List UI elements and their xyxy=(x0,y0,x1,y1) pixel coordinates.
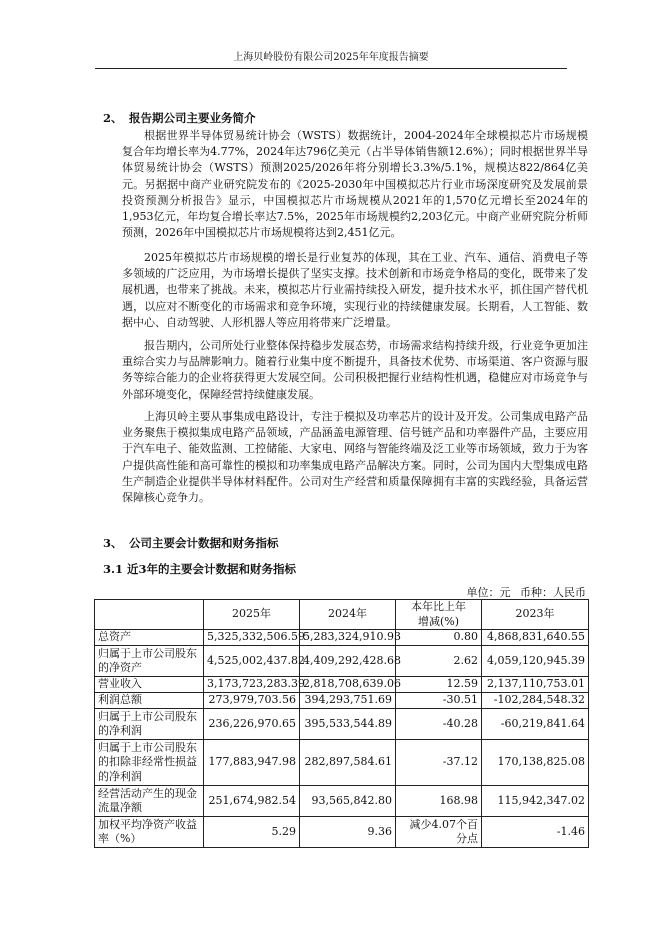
section-3-title: 公司主要会计数据和财务指标 xyxy=(129,536,279,550)
cell-change: -40.28 xyxy=(396,709,482,740)
section-3-number: 3、 xyxy=(103,536,123,550)
cell-2023: -60,219,841.64 xyxy=(482,709,589,740)
row-label: 归属于上市公司股东的扣除非经常性损益的净利润 xyxy=(95,740,204,786)
cell-2023: -102,284,548.32 xyxy=(482,693,589,709)
cell-2025: 5,325,332,506.59 xyxy=(204,630,300,646)
cell-change: 2.62 xyxy=(396,646,482,677)
paragraph-market-data: 根据世界半导体贸易统计协会（WSTS）数据统计，2004-2024年全球模拟芯片市场规模复合年均增长率为4.77%，2024年达796亿美元（占半导体销售额12.6%）；同时根据世界半导体贸易统计协会（WSTS）预测2025/2026年将分别增长3.3%/5.1%，规模达822/864亿美元。另据据中商产业研究院发布的《2025-2030年中国模拟芯片行业市场深度研究及发展前景投资预测分析报告》显示，中国模拟芯片市场规模从2021年的1,570亿元增长至2024年的1,953亿元，年均复合增长率达7.5%，2025年市场规模约2,203亿元。中商产业研究院分析师预测，2026年中国模拟芯片市场规模将达到2,451亿元。 xyxy=(122,129,588,240)
page-header: 上海贝岭股份有限公司2025年年度报告摘要 xyxy=(95,48,567,69)
cell-2024: 9.36 xyxy=(300,817,396,848)
cell-2025: 251,674,982.54 xyxy=(204,786,300,817)
row-label: 加权平均净资产收益率（%） xyxy=(95,817,204,848)
cell-change: 减少4.07个百分点 xyxy=(396,817,482,848)
cell-2023: 115,942,347.02 xyxy=(482,786,589,817)
table-header-cell: 2023年 xyxy=(482,600,589,630)
cell-2023: 2,137,110,753.01 xyxy=(482,677,589,693)
paragraph-market-growth: 2025年模拟芯片市场规模的增长是行业复苏的体现，其在工业、汽车、通信、消费电子等多领域的广泛应用，为市场增长提供了坚实支撑。技术创新和市场竞争格局的变化，既带来了发展机遇，也带来了挑战。未来，模拟芯片行业需持续投入研发，提升技术水平，抓住国产替代机遇，以应对不断变化的市场需求和竞争环境，实现行业的持续健康发展。长期看，人工智能、数据中心、自动驾驶、人形机器人等应用将带来广泛增量。 xyxy=(122,251,588,329)
row-label: 营业收入 xyxy=(95,677,204,693)
table-row xyxy=(95,817,589,848)
table-row xyxy=(95,630,589,646)
cell-2025: 236,226,970.65 xyxy=(204,709,300,740)
table-row xyxy=(95,786,589,817)
cell-change: -37.12 xyxy=(396,740,482,786)
table-header-cell xyxy=(95,600,204,630)
row-label: 经营活动产生的现金流量净额 xyxy=(95,786,204,817)
cell-2025: 3,173,723,283.39 xyxy=(204,677,300,693)
table-row xyxy=(95,740,589,786)
table-header-cell: 本年比上年 增减(%) xyxy=(396,600,482,630)
table-row xyxy=(95,677,589,693)
unit-label: 单位：元 xyxy=(466,586,511,599)
cell-2025: 5.29 xyxy=(204,817,300,848)
cell-2023: -1.46 xyxy=(482,817,589,848)
cell-2024: 93,565,842.80 xyxy=(300,786,396,817)
cell-2025: 177,883,947.98 xyxy=(204,740,300,786)
paragraph-company-business: 上海贝岭主要从事集成电路设计，专注于模拟及功率芯片的设计及开发。公司集成电路产品业务聚焦于模拟集成电路产品领域，产品涵盖电源管理、信号链产品和功率器件产品，主要应用于汽车电子、能效监测、工控储能、大家电、网络与智能终端及泛工业等市场领域，致力于为客户提供高性能和高可靠性的模拟和功率集成电路产品解决方案。同时，公司为国内大型集成电路生产制造企业提供半导体材料配件。公司对生产经营和质量保障拥有丰富的实践经验，具备运营保障核心竞争力。 xyxy=(122,410,588,505)
financial-data-table xyxy=(94,599,589,848)
cell-2024: 4,409,292,428.68 xyxy=(300,646,396,677)
cell-change: 0.80 xyxy=(396,630,482,646)
paragraph-industry-status: 报告期内，公司所处行业整体保持稳步发展态势，市场需求结构持续升级，行业竞争更加注重综合实力与品牌影响力。随着行业集中度不断提升，具备技术优势、市场渠道、客户资源与服务等综合能力的企业将获得更大发展空间。公司积极把握行业结构性机遇，稳健应对市场竞争与外部环境变化，保障经营持续健康发展。 xyxy=(122,339,588,401)
cell-2023: 170,138,825.08 xyxy=(482,740,589,786)
cell-change: 12.59 xyxy=(396,677,482,693)
table-row xyxy=(95,646,589,677)
table-row xyxy=(95,709,589,740)
cell-2024: 5,283,324,910.93 xyxy=(300,630,396,646)
cell-2024: 394,293,751.69 xyxy=(300,693,396,709)
row-label: 利润总额 xyxy=(95,693,204,709)
cell-change: -30.51 xyxy=(396,693,482,709)
cell-2023: 4,868,831,640.55 xyxy=(482,630,589,646)
table-row xyxy=(95,693,589,709)
cell-2024: 282,897,584.61 xyxy=(300,740,396,786)
cell-change: 168.98 xyxy=(396,786,482,817)
cell-2024: 2,818,708,639.06 xyxy=(300,677,396,693)
cell-2025: 273,979,703.56 xyxy=(204,693,300,709)
subsection-3-1-title: 3.1 近3年的主要会计数据和财务指标 xyxy=(103,562,297,576)
table-header-row xyxy=(95,600,589,630)
cell-2023: 4,059,120,945.39 xyxy=(482,646,589,677)
section-2-title: 报告期公司主要业务简介 xyxy=(129,111,256,125)
cell-2025: 4,525,002,437.82 xyxy=(204,646,300,677)
table-header-cell: 2024年 xyxy=(300,600,396,630)
section-3-heading xyxy=(103,535,279,551)
row-label: 归属于上市公司股东的净资产 xyxy=(95,646,204,677)
unit-currency-line xyxy=(461,584,587,600)
row-label: 总资产 xyxy=(95,630,204,646)
cell-2024: 395,533,544.89 xyxy=(300,709,396,740)
section-2-number: 2、 xyxy=(103,111,123,125)
currency-label: 币种：人民币 xyxy=(520,586,586,599)
table-header-cell: 2025年 xyxy=(204,600,300,630)
section-2-heading xyxy=(103,110,256,126)
row-label: 归属于上市公司股东的净利润 xyxy=(95,709,204,740)
